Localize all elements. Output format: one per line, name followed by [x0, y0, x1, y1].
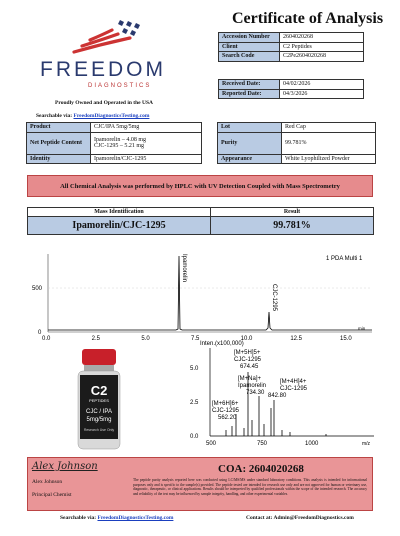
- product-value: CJC/IPA 5mg/5mg: [91, 123, 202, 133]
- result-value: 99.781%: [211, 217, 374, 235]
- brand-wordmark: FREEDOM: [40, 58, 166, 81]
- appearance-label: Appearance: [218, 154, 282, 164]
- chrom-legend: 1 PDA Multi 1: [326, 256, 363, 262]
- chrom-x-tick: 5.0: [141, 336, 150, 342]
- mass-id-header: Mass Identification: [28, 208, 211, 217]
- certificate-title: Certificate of Analysis: [232, 10, 384, 27]
- footer-searchable-link[interactable]: FreedomDiagnosticsTesting.com: [97, 515, 174, 521]
- ms-y-tick-2: 0.0: [190, 434, 199, 440]
- ms-y-tick-0: 5.0: [190, 366, 199, 372]
- vial-line2: 5mg/5mg: [86, 417, 112, 423]
- signer-role: Principal Chemist: [32, 492, 72, 498]
- ms-ann2-c: 734.30: [246, 390, 265, 396]
- brand-subtitle: DIAGNOSTICS: [88, 83, 152, 89]
- ms-ann2-a: [M+Na]+: [238, 376, 262, 382]
- ms-ann2-b: Ipamorelin: [238, 383, 267, 389]
- coa-number: COA: 2604020268: [218, 463, 304, 475]
- vial-line1: CJC / IPA: [86, 409, 112, 415]
- contact-info: Contact at: Admin@FreedomDiagnostics.com: [246, 515, 354, 521]
- net-peptide-label: Net Peptide Content: [27, 132, 91, 154]
- ms-ann1-a: [M+5H]5+: [234, 350, 261, 356]
- owned-tagline: Proudly Owned and Operated in the USA: [55, 100, 153, 106]
- searchable-prefix: Searchable via:: [36, 113, 73, 119]
- hplc-chromatogram: [26, 250, 376, 342]
- ms-ann4-b: CJC-1295: [212, 408, 240, 414]
- mass-id-value: Ipamorelin/CJC-1295: [28, 217, 211, 235]
- chrom-trace: [48, 256, 372, 330]
- result-header: Result: [211, 208, 374, 217]
- identity-value: Ipamorelin/CJC-1295: [91, 154, 202, 164]
- ms-x-tick-1: 750: [257, 441, 268, 447]
- product-label: Product: [27, 123, 91, 133]
- accession-value: 2604020268: [280, 33, 364, 43]
- ms-x-tick-2: 1000: [305, 441, 319, 447]
- chrom-x-tick: 10.0: [240, 336, 253, 342]
- result-table: [27, 207, 374, 235]
- product-vial-image: [44, 345, 154, 453]
- searchable-line: [36, 113, 149, 119]
- mass-spectrum-chart: [186, 340, 378, 452]
- ms-x-unit: m/z: [362, 441, 371, 447]
- ms-ann3-b: CJC-1295: [280, 386, 308, 392]
- chrom-peak2-label: CJC-1295: [271, 284, 277, 312]
- signature: Alex Johnson: [32, 461, 98, 472]
- disclaimer: The peptide purity analysis reported here was conducted using LC/MS/MS under standard laboratory conditions. This analysis is intended for informational purposes only and is specific to the sample(s) provided. The peptide tested are intended for research use only and are not approved for human or veterinary use, diagnostic, therapeutic, or clinical applications. Results should be interpreted by qualified professionals within the scope of the intended research. The accuracy and reliability of the test may be influenced by sample integrity, handling, and other experimental variables.: [133, 478, 367, 496]
- reported-value: 04/3/2026: [280, 89, 364, 99]
- ms-inten-label: Inten.(x100,000): [200, 341, 244, 347]
- ms-ann3-a: [M+4H]4+: [280, 379, 307, 385]
- reported-label: Reported Date:: [219, 89, 280, 99]
- chrom-y-tick-500: 500: [32, 286, 43, 292]
- flag-logo-icon: [72, 18, 152, 56]
- ms-ann1-b: CJC-1295: [234, 357, 262, 363]
- net-peptide-value: [91, 132, 202, 154]
- product-table: [26, 122, 202, 164]
- footer-searchable-prefix: Searchable via:: [60, 515, 97, 521]
- signer-name: Alex Johnson: [32, 479, 63, 485]
- dates-table: [218, 79, 364, 99]
- accession-table: [218, 32, 364, 62]
- net-line-2: CJC-1295 – 5.21 mg: [94, 143, 145, 149]
- received-value: 04/02/2026: [280, 80, 364, 90]
- analysis-banner: All Chemical Analysis was performed by HPLC with UV Detection Coupled with Mass Spectrometry: [27, 175, 373, 197]
- identity-label: Identity: [27, 154, 91, 164]
- footer-searchable: [60, 515, 173, 521]
- received-label: Received Date:: [219, 80, 280, 90]
- vial-brand: PEPTIDES: [89, 398, 109, 403]
- ms-ann4-a: [M+6H]6+: [212, 401, 239, 407]
- chrom-peak1-label: Ipamorelin: [181, 254, 187, 283]
- vial-cap: [82, 349, 116, 365]
- purity-label: Purity: [218, 132, 282, 154]
- chrom-x-unit: min: [358, 326, 366, 331]
- client-value: C2 Peptides: [280, 42, 364, 52]
- vial-logo: C2: [90, 383, 108, 398]
- vial-line3: Research Use Only: [83, 428, 115, 432]
- net-line-1: Ipamorelin – 4.08 mg: [94, 137, 146, 143]
- lot-table: [217, 122, 376, 164]
- lot-value: Red Cap: [282, 123, 376, 133]
- chrom-x-tick: 7.5: [191, 336, 200, 342]
- purity-value: 99.781%: [282, 132, 376, 154]
- searchable-link[interactable]: FreedomDiagnosticsTesting.com: [73, 113, 150, 119]
- client-label: Client: [219, 42, 280, 52]
- ms-x-tick-0: 500: [206, 441, 217, 447]
- ms-y-tick-1: 2.5: [190, 400, 199, 406]
- appearance-value: White Lyophilized Powder: [282, 154, 376, 164]
- accession-label: Accession Number: [219, 33, 280, 43]
- search-code-label: Search Code: [219, 52, 280, 62]
- chrom-x-tick: 2.5: [91, 336, 101, 342]
- chrom-x-tick: 0.0: [42, 336, 51, 342]
- chrom-x-tick: 12.5: [290, 336, 303, 342]
- search-code-value: C2Pe2604020268: [280, 52, 364, 62]
- ms-ann1-c: 674.45: [240, 364, 259, 370]
- ms-annotations: [212, 350, 308, 421]
- ms-ann3-c: 842.80: [268, 393, 287, 399]
- chrom-x-tick: 15.0: [340, 336, 352, 342]
- chrom-y-tick-0: 0: [38, 330, 42, 336]
- lot-label: Lot: [218, 123, 282, 133]
- ms-ann4-c: 562.20: [218, 415, 237, 421]
